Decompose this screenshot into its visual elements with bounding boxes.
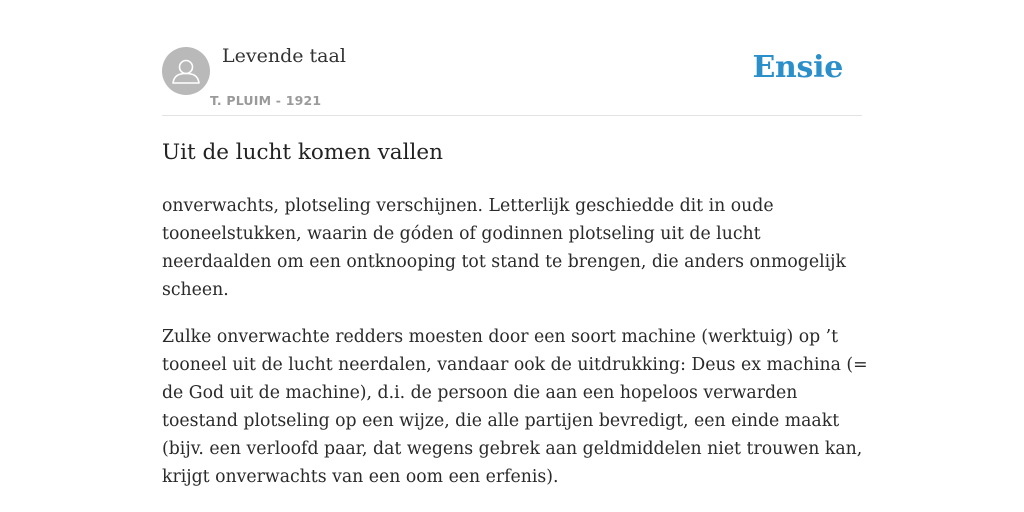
- source-meta: T. PLUIM - 1921: [210, 93, 322, 108]
- paragraph: [162, 323, 868, 491]
- entry-title: Uit de lucht komen vallen: [162, 140, 443, 165]
- paragraph-line: toestand plotseling op een wijze, die alle partijen bevredigt, een einde maakt: [162, 411, 840, 431]
- avatar[interactable]: [162, 47, 210, 95]
- paragraph-line: scheen.: [162, 280, 229, 300]
- source-title[interactable]: Levende taal: [222, 45, 346, 67]
- paragraph-line: Zulke onverwachte redders moesten door een soort machine (werktuig) op ’t: [162, 327, 839, 347]
- paragraph-line: (bijv. een verloofd paar, dat wegens gebrek aan geldmiddelen niet trouwen kan,: [162, 439, 863, 459]
- header-divider: [162, 115, 862, 116]
- paragraph-line: de God uit de machine), d.i. de persoon die aan een hopeloos verwarden: [162, 383, 798, 403]
- paragraph-line: tooneelstukken, waarin de góden of godinnen plotseling uit de lucht: [162, 224, 761, 244]
- paragraph-line: neerdaalden om een ontknooping tot stand te brengen, die anders onmogelijk: [162, 252, 846, 272]
- entry-card: [162, 0, 868, 512]
- paragraph-line: tooneel uit de lucht neerdalen, vandaar ook de uitdrukking: Deus ex machina (=: [162, 355, 868, 375]
- entry-body: [162, 192, 868, 510]
- brand-logo[interactable]: Ensie: [752, 50, 843, 85]
- paragraph-line: onverwachts, plotseling verschijnen. Letterlijk geschiedde dit in oude: [162, 196, 774, 216]
- paragraph: [162, 192, 862, 304]
- user-icon: [162, 47, 210, 95]
- paragraph-line: krijgt onverwachts van een oom een erfenis).: [162, 467, 559, 487]
